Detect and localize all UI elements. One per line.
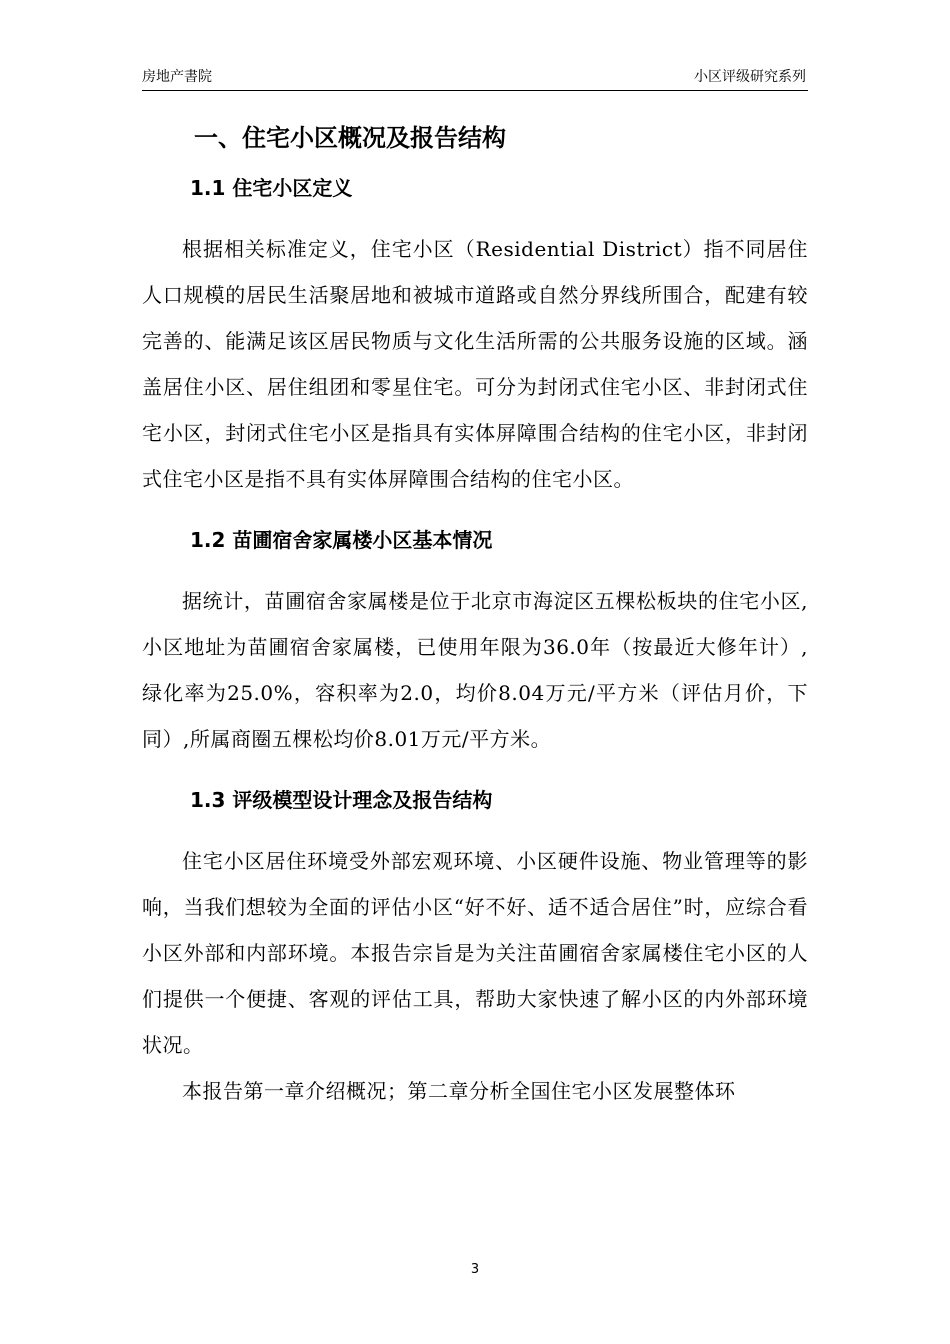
paragraph-basic-info: 据统计，苗圃宿舍家属楼是位于北京市海淀区五棵松板块的住宅小区,小区地址为苗圃宿舍家属楼，已使用年限为36.0年（按最近大修年计）,绿化率为25.0%，容积率为2.0，均价8.04万元/平方米（评估月价，下同）,所属商圈五棵松均价8.01万元/平方米。	[142, 589, 808, 751]
chapter-title: 一、住宅小区概况及报告结构	[194, 124, 506, 152]
header-publisher: 房地产書院	[142, 69, 212, 85]
header-series-title: 小区评级研究系列	[694, 69, 806, 85]
section-heading-1-3: 1.3 评级模型设计理念及报告结构	[190, 788, 493, 812]
section-heading-1-1: 1.1 住宅小区定义	[190, 176, 353, 200]
page-body	[142, 118, 808, 1114]
page-number: 3	[470, 1262, 480, 1277]
paragraph-model-concept: 住宅小区居住环境受外部宏观环境、小区硬件设施、物业管理等的影响，当我们想较为全面的评估小区“好不好、适不适合居住”时，应综合看小区外部和内部环境。本报告宗旨是为关注苗圃宿舍家属楼住宅小区的人们提供一个便捷、客观的评估工具，帮助大家快速了解小区的内外部环境状况。	[142, 849, 808, 1057]
paragraph-report-structure: 本报告第一章介绍概况；第二章分析全国住宅小区发展整体环	[182, 1079, 736, 1103]
header-divider	[142, 90, 808, 91]
paragraph-definition: 根据相关标准定义，住宅小区（Residential District）指不同居住人口规模的居民生活聚居地和被城市道路或自然分界线所围合，配建有较完善的、能满足该区居民物质与文化生活所需的公共服务设施的区域。涵盖居住小区、居住组团和零星住宅。可分为封闭式住宅小区、非封闭式住宅小区，封闭式住宅小区是指具有实体屏障围合结构的住宅小区，非封闭式住宅小区是指不具有实体屏障围合结构的住宅小区。	[142, 237, 808, 491]
section-heading-1-2: 1.2 苗圃宿舍家属楼小区基本情况	[190, 528, 493, 552]
